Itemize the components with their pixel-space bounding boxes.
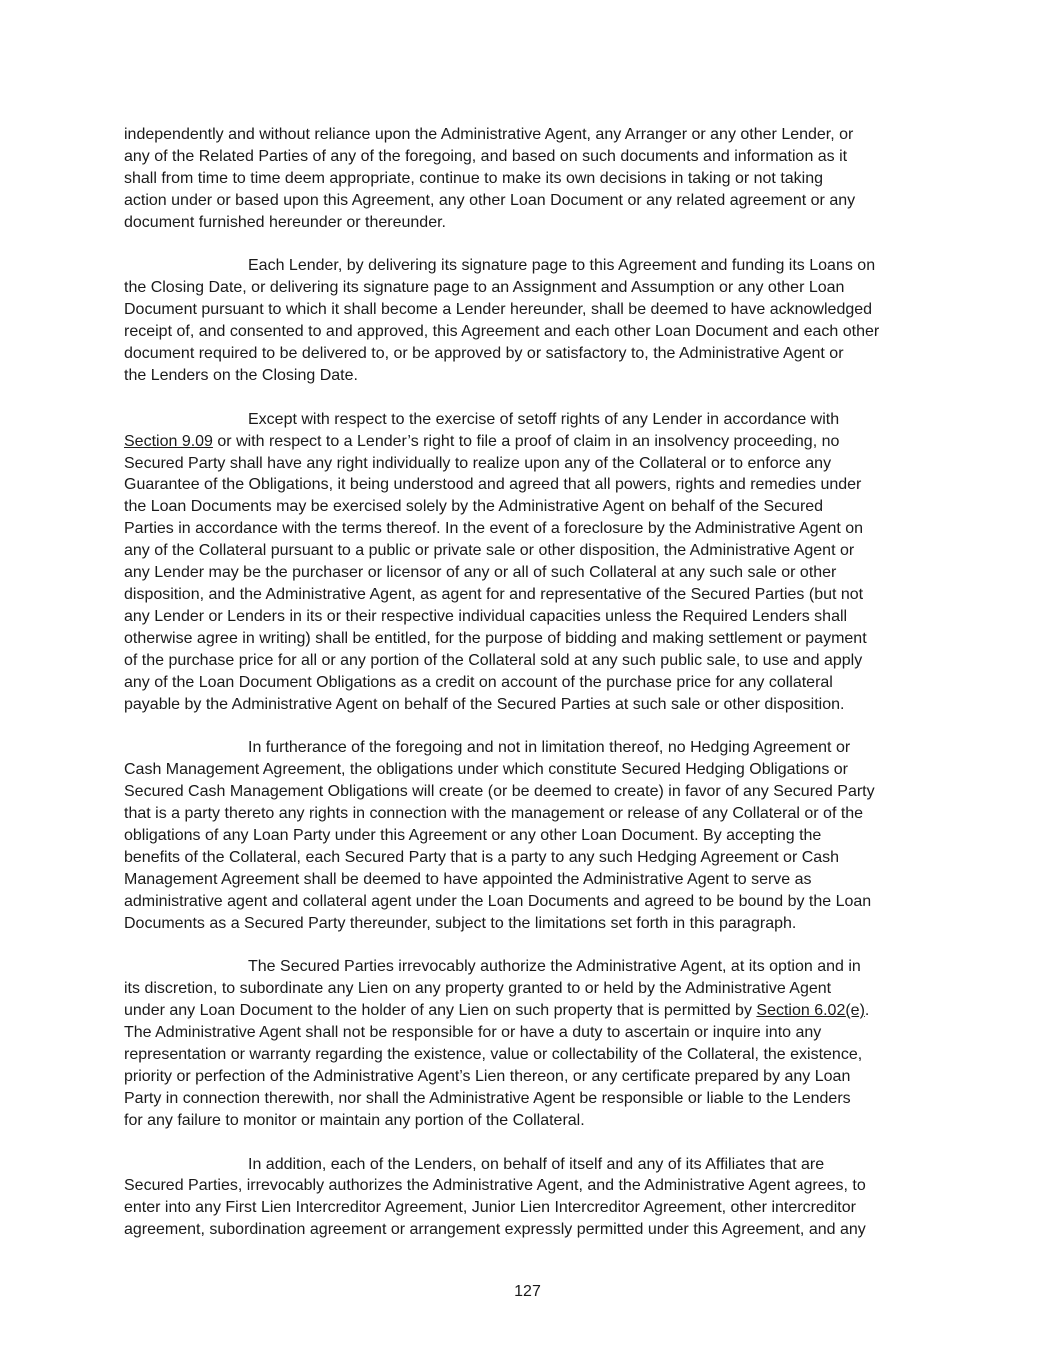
text-segment: . bbox=[864, 1002, 870, 1020]
text-line: Party in connection therewith, nor shall the Administrative Agent be responsible or liable to the Lenders bbox=[124, 1089, 851, 1107]
text-line: of the purchase price for all or any portion of the Collateral sold at any such public sale, to use and apply bbox=[124, 651, 863, 669]
text-line: Each Lender, by delivering its signature page to this Agreement and funding its Loans on bbox=[248, 257, 876, 275]
text-line: any of the Loan Document Obligations as a credit on account of the purchase price for any collateral bbox=[124, 673, 833, 691]
text-line: the Closing Date, or delivering its signature page to an Assignment and Assumption or any other Loan bbox=[124, 279, 845, 297]
text-line: Parties in accordance with the terms thereof. In the event of a foreclosure by the Administrative Agent on bbox=[124, 520, 864, 538]
text-line: The Administrative Agent shall not be responsible for or have a duty to ascertain or inquire into any bbox=[124, 1024, 822, 1042]
text-line: document required to be delivered to, or be approved by or satisfactory to, the Administrative Agent or bbox=[124, 345, 844, 363]
text-line: Secured Party shall have any right individually to realize upon any of the Collateral or to enforce any bbox=[124, 454, 832, 472]
paragraph-5 bbox=[124, 956, 934, 1131]
section-reference-link[interactable]: Section 6.02(e) bbox=[756, 1002, 865, 1020]
text-line: Secured Parties, irrevocably authorizes the Administrative Agent, and the Administrative Agent agrees, to bbox=[124, 1177, 866, 1195]
text-line: representation or warranty regarding the existence, value or collectability of the Collateral, the existence, bbox=[124, 1046, 863, 1063]
text-line: payable by the Administrative Agent on behalf of the Secured Parties at such sale or other disposition. bbox=[124, 695, 845, 713]
text-line: Management Agreement shall be deemed to have appointed the Administrative Agent to serve as bbox=[124, 870, 812, 888]
text-line: action under or based upon this Agreement, any other Loan Document or any related agreement or any bbox=[124, 191, 856, 209]
text-line: priority or perfection of the Administrative Agent’s Lien thereon, or any certificate prepared by any Loan bbox=[124, 1067, 851, 1085]
paragraph-3 bbox=[124, 409, 934, 716]
text-line: disposition, and the Administrative Agent, as agent for and representative of the Secured Parties (but not bbox=[124, 586, 864, 603]
text-line: Cash Management Agreement, the obligations under which constitute Secured Hedging Obligations or bbox=[124, 761, 848, 779]
paragraph-2 bbox=[124, 255, 934, 386]
text-line: Document pursuant to which it shall become a Lender hereunder, shall be deemed to have acknowledged bbox=[124, 301, 873, 319]
document-body bbox=[124, 124, 934, 1263]
text-line: that is a party thereto any rights in connection with the management or release of any Collateral or of the bbox=[124, 805, 864, 823]
text-line: any Lender or Lenders in its or their respective individual capacities unless the Required Lenders shall bbox=[124, 607, 848, 625]
text-line: enter into any First Lien Intercreditor Agreement, Junior Lien Intercreditor Agreement, other intercreditor bbox=[124, 1199, 856, 1217]
paragraph-4 bbox=[124, 737, 934, 934]
section-reference-link[interactable]: Section 9.09 bbox=[124, 432, 213, 450]
text-line: Documents as a Secured Party thereunder, subject to the limitations set forth in this paragraph. bbox=[124, 914, 797, 932]
paragraph-1 bbox=[124, 124, 934, 234]
paragraph-6 bbox=[124, 1154, 934, 1242]
text-line: In addition, each of the Lenders, on behalf of itself and any of its Affiliates that are bbox=[248, 1155, 825, 1173]
text-line: independently and without reliance upon the Administrative Agent, any Arranger or any other Lender, or bbox=[124, 126, 854, 143]
text-line: shall from time to time deem appropriate, continue to make its own decisions in taking or not taking bbox=[124, 169, 824, 187]
text-line: otherwise agree in writing) shall be entitled, for the purpose of bidding and making settlement or payment bbox=[124, 629, 867, 647]
text-line: Guarantee of the Obligations, it being understood and agreed that all powers, rights and remedies under bbox=[124, 476, 862, 494]
text-line: the Lenders on the Closing Date. bbox=[124, 366, 358, 384]
text-line: administrative agent and collateral agent under the Loan Documents and agreed to be bound by the Loan bbox=[124, 892, 872, 910]
text-line: for any failure to monitor or maintain any portion of the Collateral. bbox=[124, 1111, 585, 1129]
text-line: Secured Cash Management Obligations will create (or be deemed to create) in favor of any Secured Party bbox=[124, 783, 875, 801]
text-line: any of the Collateral pursuant to a public or private sale or other disposition, the Administrative Agent or bbox=[124, 542, 855, 560]
page-number: 127 bbox=[514, 1283, 541, 1300]
text-segment: under any Loan Document to the holder of any Lien on such property that is permitted by bbox=[124, 1002, 757, 1020]
text-line: obligations of any Loan Party under this Agreement or any other Loan Document. By accepting the bbox=[124, 826, 822, 844]
text-line: any Lender may be the purchaser or licensor of any or all of such Collateral at any such sale or other bbox=[124, 564, 837, 582]
text-line: agreement, subordination agreement or arrangement expressly permitted under this Agreement, and any bbox=[124, 1221, 866, 1239]
text-line: the Loan Documents may be exercised solely by the Administrative Agent on behalf of the Secured bbox=[124, 498, 824, 516]
text-line bbox=[124, 1000, 934, 1022]
text-line: Except with respect to the exercise of setoff rights of any Lender in accordance with bbox=[248, 410, 840, 428]
text-segment: or with respect to a Lender’s right to file a proof of claim in an insolvency proceeding, no bbox=[212, 432, 840, 450]
text-line: document furnished hereunder or thereunder. bbox=[124, 213, 446, 231]
text-line: In furtherance of the foregoing and not in limitation thereof, no Hedging Agreement or bbox=[248, 739, 851, 757]
text-line: any of the Related Parties of any of the foregoing, and based on such documents and information as it bbox=[124, 147, 848, 165]
text-line: its discretion, to subordinate any Lien on any property granted to or held by the Administrative Agent bbox=[124, 980, 832, 998]
text-line bbox=[124, 431, 934, 453]
text-line: receipt of, and consented to and approved, this Agreement and each other Loan Document and each other bbox=[124, 323, 880, 341]
text-line: benefits of the Collateral, each Secured Party that is a party to any such Hedging Agreement or Cash bbox=[124, 848, 840, 866]
text-line: The Secured Parties irrevocably authorize the Administrative Agent, at its option and in bbox=[248, 958, 861, 976]
